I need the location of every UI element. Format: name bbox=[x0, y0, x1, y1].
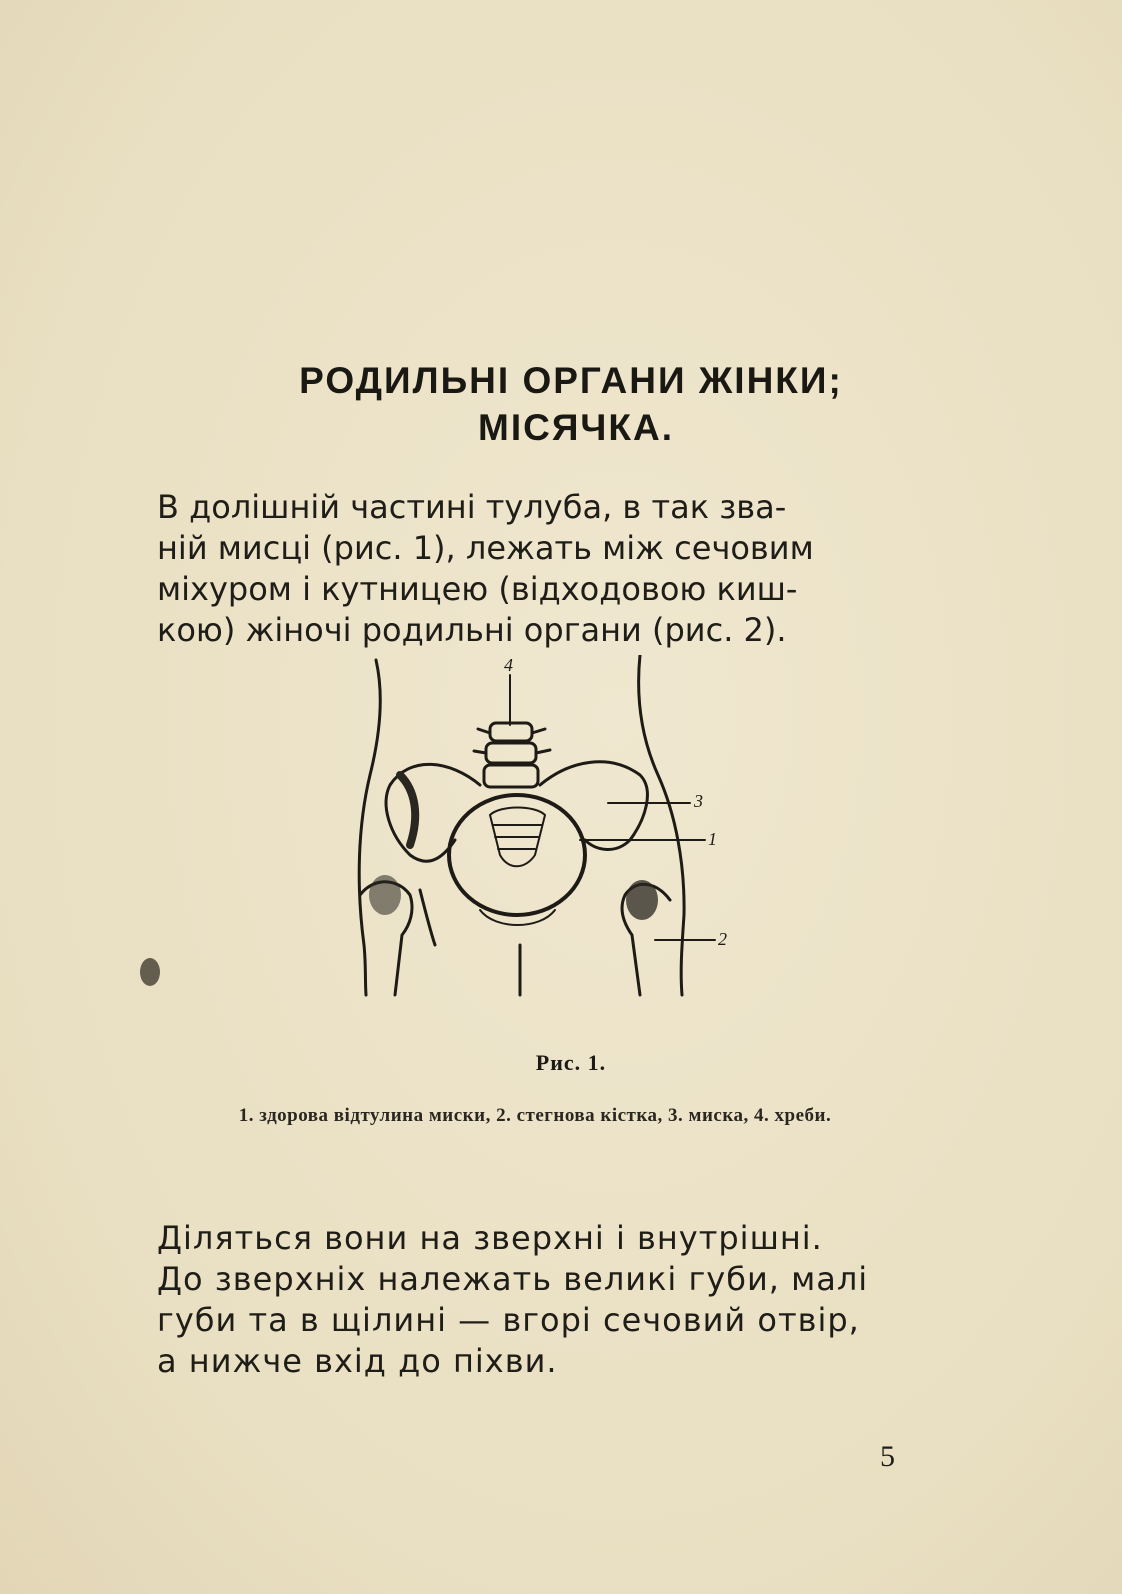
paragraph-line: а нижче вхід до піхви. bbox=[157, 1342, 558, 1380]
figure-label: 1 bbox=[708, 829, 717, 849]
figure-label: 4 bbox=[504, 655, 513, 675]
paragraph-external-organs bbox=[122, 1218, 942, 1382]
paragraph-line: В долішній частині тулуба, в так зва- bbox=[157, 488, 787, 526]
paragraph-line: Діляться вони на зверхні і внутрішні. bbox=[157, 1219, 823, 1257]
figure-label: 2 bbox=[718, 929, 727, 949]
paragraph-line: міхуром і кутницею (відходовою киш- bbox=[157, 570, 798, 608]
ink-blot bbox=[140, 958, 160, 986]
chapter-title-line-1: РОДИЛЬНІ ОРГАНИ ЖІНКИ; bbox=[299, 360, 843, 401]
figure-caption-title: Рис. 1. bbox=[535, 1050, 607, 1075]
figure-caption-text: 1. здорова відтулина миски, 2. стегнова кістка, 3. миска, 4. хреби. bbox=[238, 1105, 832, 1126]
paragraph-line: губи та в щілині — вгорі сечовий отвір, bbox=[157, 1301, 860, 1339]
paragraph-line: До зверхніх належать великі губи, малі bbox=[157, 1260, 869, 1298]
paragraph-line: ній мисці (рис. 1), лежать між сечовим bbox=[157, 529, 814, 567]
figure-label: 3 bbox=[694, 791, 703, 811]
page-number: 5 bbox=[880, 1440, 895, 1473]
chapter-title-line-2: МІСЯЧКА. bbox=[478, 407, 674, 448]
paragraph-intro bbox=[122, 487, 938, 651]
pelvis-illustration bbox=[340, 655, 770, 1015]
paragraph-line: кою) жіночі родильні органи (рис. 2). bbox=[157, 611, 787, 649]
